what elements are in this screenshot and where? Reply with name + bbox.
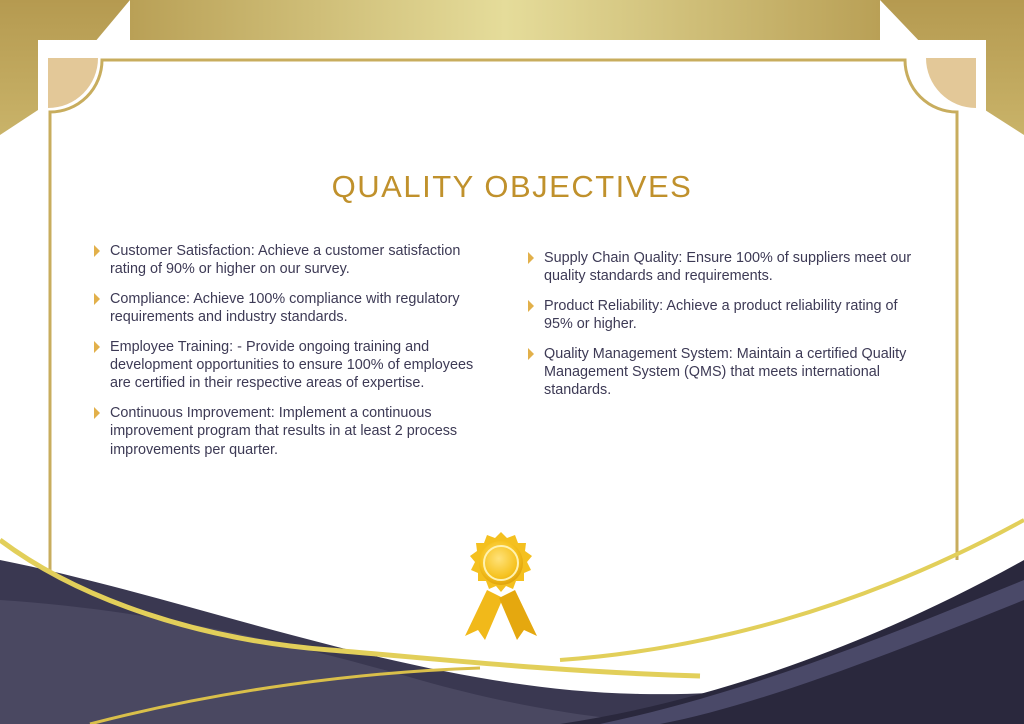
list-item (94, 290, 494, 327)
objective-text: Employee Training: - Provide ongoing training and development opportunities to ensure 100% of employees are certified in their respective areas of expertise. (110, 338, 474, 392)
caret-right-icon (528, 300, 534, 312)
caret-right-icon (528, 252, 534, 264)
list-item (528, 249, 928, 286)
list-item (94, 338, 494, 393)
objective-text: Customer Satisfaction: Achieve a customer satisfaction rating of 90% or higher on our survey. (110, 243, 461, 278)
objective-text: Supply Chain Quality: Ensure 100% of suppliers meet our quality standards and requirements. (544, 250, 912, 285)
medal-face (479, 541, 523, 585)
list-item (94, 404, 494, 459)
objectives-right-column (528, 249, 928, 411)
objective-text: Continuous Improvement: Implement a continuous improvement program that results in at least 2 process improvements per quarter. (110, 404, 458, 458)
objective-text: Product Reliability: Achieve a product reliability rating of 95% or higher. (544, 297, 898, 333)
objective-text: Quality Management System: Maintain a certified Quality Management System (QMS) that meets international standards. (544, 345, 907, 399)
caret-right-icon (94, 245, 100, 257)
caret-right-icon (94, 293, 100, 305)
caret-right-icon (94, 407, 100, 419)
page-title: QUALITY OBJECTIVES (331, 168, 693, 204)
objective-text: Compliance: Achieve 100% compliance with regulatory requirements and industry standards. (110, 290, 460, 326)
caret-right-icon (94, 341, 100, 353)
list-item (528, 297, 928, 334)
objectives-list-left (94, 242, 494, 459)
list-item (528, 345, 928, 400)
caret-right-icon (528, 348, 534, 360)
list-item (94, 242, 494, 279)
objectives-list-right (528, 249, 928, 400)
objectives-left-column (94, 242, 494, 470)
top-gold-band (130, 0, 880, 40)
